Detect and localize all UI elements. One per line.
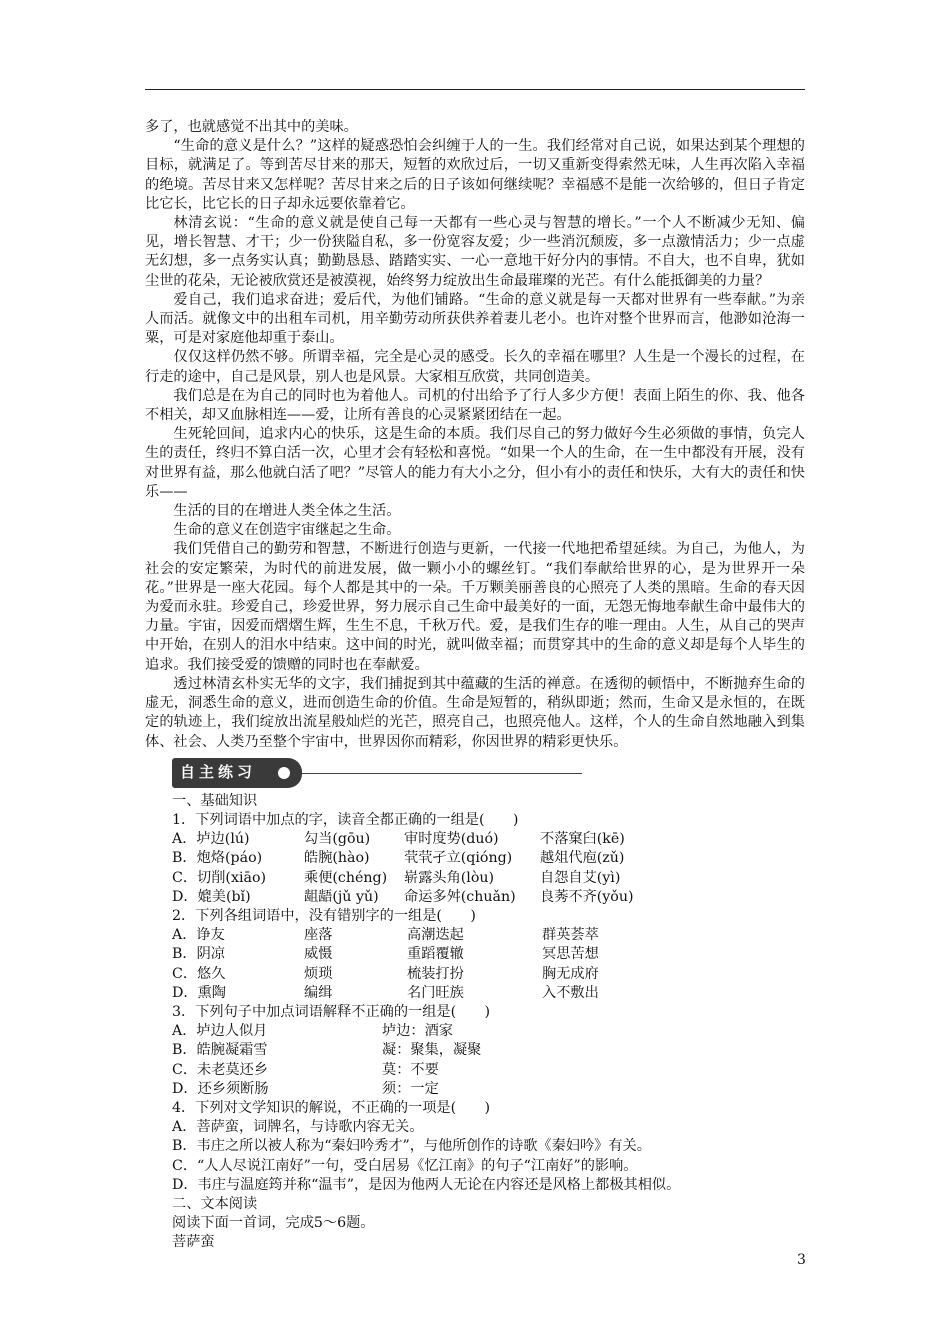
option-cell: 重蹈覆辙 (407, 946, 464, 963)
question-stem: 1．下列词语中加点的字，读音全都正确的一组是( ) (172, 811, 519, 828)
option-row (172, 1137, 805, 1156)
poem-title: 菩萨蛮 (172, 1234, 215, 1251)
section-title-box (172, 758, 302, 788)
question-options (172, 926, 805, 1003)
option-row (172, 945, 805, 964)
option-cell: A．垆边人似月 (172, 1023, 268, 1040)
option-row (172, 926, 805, 945)
essay-paragraph: 透过林清玄朴实无华的文字，我们捕捉到其中蕴藏的生活的禅意。在透彻的顿悟中，不断抛弃生命的虚无，洞悉生命的意义，进而创造生命的价值。生命是短暂的，稍纵即逝；然而，生命又是永恒的，在既定的轨迹上，我们绽放出流星般灿烂的光芒，照亮自己，也照亮他人。这样，个人的生命自然地融入到集体、社会、人类乃至整个宇宙中，世界因你而精彩，你因世界的精彩更快乐。 (145, 675, 805, 750)
option-cell: 凝：聚集，凝聚 (382, 1042, 482, 1059)
option-cell: D．熏陶 (172, 984, 226, 1001)
option-cell: 自怨自艾(yì) (540, 869, 621, 886)
section-title: 自主练习 (180, 762, 257, 781)
essay-paragraph: 爱自己，我们追求奋进；爱后代，为他们铺路。“生命的意义就是每一天都对世界有一些奉献。”为亲人而活。就像文中的出租车司机，用辛勤劳动所获供养着妻儿老小。也许对整个世界而言，他渺如沧海一粟，可是对家庭他却重于泰山。 (145, 291, 805, 347)
option-cell: 梳装打扮 (407, 965, 464, 982)
option-cell: 审时度势(duó) (404, 831, 499, 848)
option-row (172, 1080, 805, 1099)
page-number: 3 (797, 1252, 806, 1268)
option-cell: 龃龉(jǔ yǔ) (304, 888, 379, 905)
option-row (172, 1061, 805, 1080)
question-options (172, 1118, 805, 1195)
option-row (172, 830, 805, 849)
option-row (172, 1022, 805, 1041)
option-row (172, 1118, 805, 1137)
option-row (172, 1157, 805, 1176)
option-text: A．菩萨蛮，词牌名，与诗歌内容无关。 (172, 1119, 424, 1136)
option-cell: 越俎代庖(zǔ) (540, 850, 625, 867)
option-cell: A．垆边(lú) (172, 831, 250, 848)
option-cell: D．还乡须断肠 (172, 1080, 269, 1097)
option-cell: 垆边：酒家 (382, 1023, 453, 1040)
option-text: B．韦庄之所以被人称为“秦妇吟秀才”，与他所创作的诗歌《秦妇吟》有关。 (172, 1138, 651, 1155)
option-text: D．韦庄与温庭筠并称“温韦”，是因为他两人无论在内容还是风格上都极其相似。 (172, 1176, 681, 1193)
option-row (172, 1176, 805, 1195)
option-cell: 莫：不要 (382, 1061, 439, 1078)
option-cell: C．未老莫还乡 (172, 1061, 268, 1078)
page-body (145, 118, 805, 1253)
option-cell: 须：一定 (382, 1080, 439, 1097)
option-cell: B．皓腕凝霜雪 (172, 1042, 268, 1059)
option-cell: 不落窠臼(kē) (540, 831, 625, 848)
question-stem: 3．下列句子中加点词语解释不正确的一组是( ) (172, 1003, 491, 1020)
section-rule (302, 773, 582, 774)
essay-paragraph: “生命的意义是什么？”这样的疑惑恐怕会纠缠于人的一生。我们经常对自己说，如果达到某个理想的目标，就满足了。等到苦尽甘来的那天，短暂的欢欣过后，一切又重新变得索然无味，人生再次陷入幸福的绝境。苦尽甘来又怎样呢？苦尽甘来之后的日子该如何继续呢？幸福感不是能一次给够的，但日子肯定比它长，比它长的日子却永远要依靠着它。 (145, 138, 805, 212)
option-cell: C．悠久 (172, 965, 226, 982)
essay-paragraph: 林清玄说：“生命的意义就是使自己每一天都有一些心灵与智慧的增长。”一个人不断减少无知、偏见，增长智慧、才干；少一份狭隘自私，多一份宽容友爱；少一些消沉颓废，多一点激情活力；少一点虚无幻想，多一点务实认真；勤勤恳恳、踏踏实实、一心一意地干好分内的事情。不自大，也不自卑，犹如尘世的花朵，无论被欣赏还是被漠视，始终努力绽放出生命最璀璨的光芒。有什么能抵御美的力量？ (145, 215, 805, 289)
option-cell: 乘便(chéng) (304, 869, 388, 886)
option-cell: 勾当(gōu) (304, 831, 371, 848)
option-cell: 皓腕(hào) (304, 850, 370, 867)
question-stem: 4．下列对文学知识的解说，不正确的一项是( ) (172, 1099, 491, 1116)
bullet-dot-icon (278, 767, 290, 779)
essay-paragraph: 我们凭借自己的勤劳和智慧，不断进行创造与更新，一代接一代地把希望延续。为自己，为他人，为社会的安定繁荣，为时代的前进发展，做一颗小小的螺丝钉。“我们奉献给世界的心，是为世界开一朵花。”世界是一座大花园。每个人都是其中的一朵。千万颗美丽善良的心照亮了人类的黑暗。生命的春天因为爱而永驻。珍爱自己，珍爱世界，努力展示自己生命中最美好的一面，无怨无悔地奉献生命中最伟大的力量。宇宙，因爱而熠熠生辉，生生不息，千秋万代。爱，是我们生存的唯一理由。人生，从自己的哭声中开始，在别人的泪水中结束。这中间的时光，就叫做幸福；而贯穿其中的生命的意义却是每个人毕生的追求。我们接受爱的馈赠的同时也在奉献爱。 (145, 541, 805, 673)
essay (145, 118, 805, 752)
option-cell: 崭露头角(lòu) (404, 869, 495, 886)
option-row (172, 984, 805, 1003)
essay-paragraph: 多了，也就感觉不出其中的美味。 (145, 119, 358, 135)
option-cell: 高潮迭起 (407, 927, 464, 944)
option-cell: 群英荟萃 (542, 927, 599, 944)
option-row (172, 965, 805, 984)
option-cell: 名门旺族 (407, 984, 464, 1001)
option-cell: 良莠不齐(yǒu) (540, 888, 634, 905)
essay-paragraph: 生死轮回间，追求内心的快乐，这是生命的本质。我们尽自己的努力做好今生必须做的事情，负完人生的责任，终归不算白活一次，心里才会有轻松和喜悦。“如果一个人的生命，在一生中都没有开展，没有对世界有益，那么他就白活了吧？”尽管人的能力有大小之分，但小有小的责任和快乐，大有大的责任和快乐—— (145, 426, 805, 500)
option-cell: 烦琐 (304, 965, 333, 982)
option-cell: 座落 (304, 927, 333, 944)
option-cell: 编缉 (304, 984, 333, 1001)
option-cell: 命运多舛(chuǎn) (404, 888, 516, 905)
option-cell: A．诤友 (172, 927, 225, 944)
essay-paragraph: 仅仅这样仍然不够。所谓幸福，完全是心灵的感受。长久的幸福在哪里？人生是一个漫长的过程，在行走的途中，自己是风景，别人也是风景。大家相互欣赏，共同创造美。 (145, 349, 805, 385)
reading-intro: 阅读下面一首词，完成5～6题。 (172, 1215, 375, 1232)
option-cell: 入不敷出 (542, 984, 599, 1001)
option-row (172, 869, 805, 888)
option-row (172, 1041, 805, 1060)
essay-paragraph: 生活的目的在增进人类全体之生活。 (173, 503, 401, 520)
question-stem: 2．下列各组词语中，没有错别字的一组是( ) (172, 907, 476, 924)
option-row (172, 888, 805, 907)
essay-paragraph: 生命的意义在创造宇宙继起之生命。 (173, 522, 401, 539)
question-options (172, 1022, 805, 1099)
part-heading: 一、基础知识 (172, 792, 258, 809)
header-rule (145, 89, 805, 90)
option-cell: D．媲美(bǐ) (172, 888, 251, 905)
option-cell: B．阴凉 (172, 946, 225, 963)
question-options (172, 830, 805, 907)
essay-paragraph: 我们总是在为自己的同时也为着他人。司机的付出给予了行人多少方便！表面上陌生的你、我、他各不相关，却又血脉相连——爱，让所有善良的心灵紧紧团结在一起。 (145, 387, 805, 424)
option-cell: 胸无成府 (542, 965, 599, 982)
option-cell: 冥思苦想 (542, 946, 599, 963)
option-cell: B．炮烙(páo) (172, 850, 263, 867)
option-cell: 威慑 (304, 946, 333, 963)
exercises (145, 792, 805, 1253)
section-header (172, 758, 805, 788)
option-text: C．“人人尽说江南好”一句，受白居易《忆江南》的句子“江南好”的影响。 (172, 1157, 638, 1174)
option-row (172, 849, 805, 868)
option-cell: 茕茕孑立(qióng) (404, 850, 513, 867)
part-heading: 二、文本阅读 (172, 1195, 258, 1212)
option-cell: C．切削(xiāo) (172, 869, 267, 886)
